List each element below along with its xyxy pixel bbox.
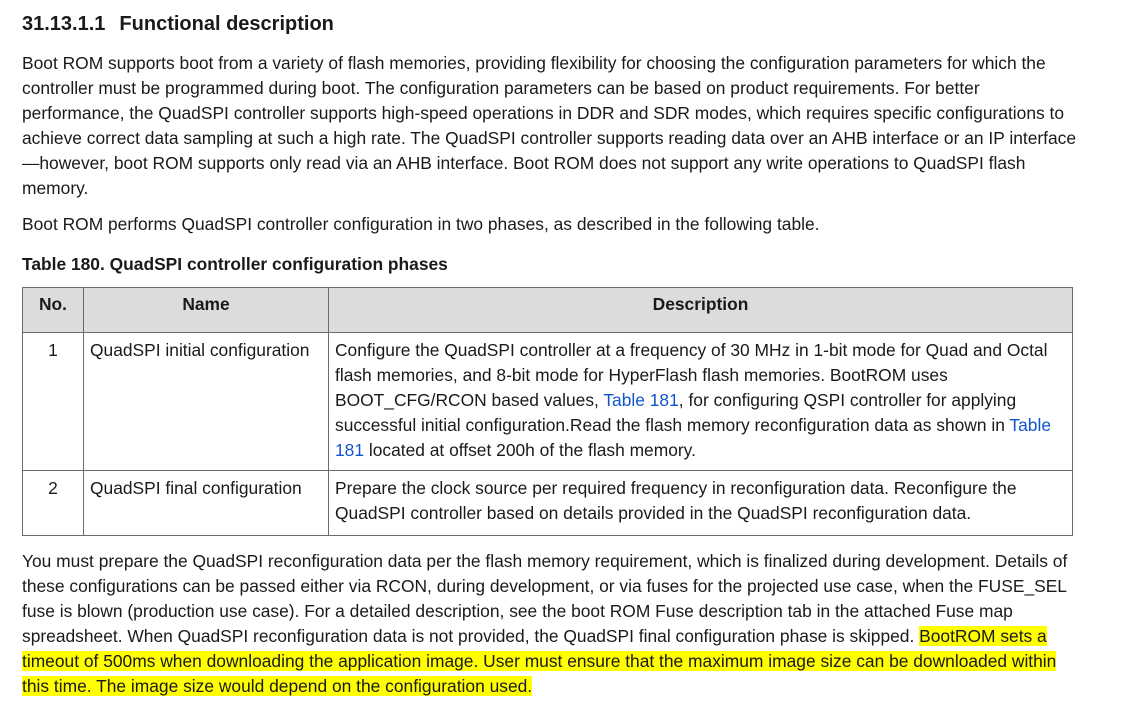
phases-intro-paragraph: Boot ROM performs QuadSPI controller configuration in two phases, as described in the following table. [22, 214, 820, 234]
table-caption: Table 180. QuadSPI controller configuration phases [22, 254, 448, 274]
intro-paragraph: Boot ROM supports boot from a variety of flash memories, providing flexibility for choosing the configuration parameters for which the controller must be programmed during boot. The configuration parameters can be based on product requirements. For better performance, the QuadSPI controller supports high-speed operations in DDR and SDR modes, which requires specific configurations to achieve correct data sampling at such a high rate. The QuadSPI controller supports reading data over an AHB interface or an IP interface—however, boot ROM supports only read via an AHB interface. Boot ROM does not support any write operations to QuadSPI flash memory. [22, 53, 1077, 198]
header-name: Name [84, 288, 329, 333]
cell-description: Prepare the clock source per required frequency in reconfiguration data. Reconfigure the QuadSPI controller based on details provided in the QuadSPI reconfiguration data. [329, 471, 1073, 536]
config-phases-table [22, 287, 1073, 536]
section-title: Functional description [119, 13, 334, 35]
table-header-row [23, 288, 1073, 333]
reconfiguration-text: You must prepare the QuadSPI reconfiguration data per the flash memory requirement, which is finalized during development. Details of these configurations can be passed either via RCON, during development, or via fuses for the projected use case, when the FUSE_SEL fuse is blown (production use case). For a detailed description, see the boot ROM Fuse description tab in the attached Fuse map spreadsheet. When QuadSPI reconfiguration data is not provided, the QuadSPI final configuration phase is skipped. [22, 551, 1068, 646]
reconfiguration-paragraph [22, 549, 1082, 699]
header-no: No. [23, 288, 84, 333]
cell-name: QuadSPI final configuration [84, 471, 329, 536]
description-text: located at offset 200h of the flash memory. [364, 440, 696, 460]
cell-no: 2 [23, 471, 84, 536]
description-text: Configure the QuadSPI controller at a frequency of 30 MHz in 1-bit mode for Quad and Octal flash memories, and 8-bit mode for HyperFlash flash memories. BootROM uses BOOT_CFG/RCON based values, [335, 340, 1048, 410]
cell-description [329, 333, 1073, 471]
table-row [23, 333, 1073, 471]
highlighted-timeout-note: BootROM sets a timeout of 500ms when downloading the application image. User must ensure that the maximum image size can be downloaded within this time. The image size would depend on the configuration used. [22, 626, 1057, 696]
table-181-link[interactable]: Table 181 [335, 415, 1051, 460]
header-description: Description [329, 288, 1073, 333]
section-heading [22, 13, 334, 36]
cell-no: 1 [23, 333, 84, 471]
table-row [23, 471, 1073, 536]
table-181-link[interactable]: Table 181 [603, 390, 679, 410]
section-number: 31.13.1.1 [22, 13, 106, 35]
cell-name: QuadSPI initial configuration [84, 333, 329, 471]
description-text: , for configuring QSPI controller for applying successful initial configuration.Read the flash memory reconfiguration data as shown in [335, 390, 1017, 435]
